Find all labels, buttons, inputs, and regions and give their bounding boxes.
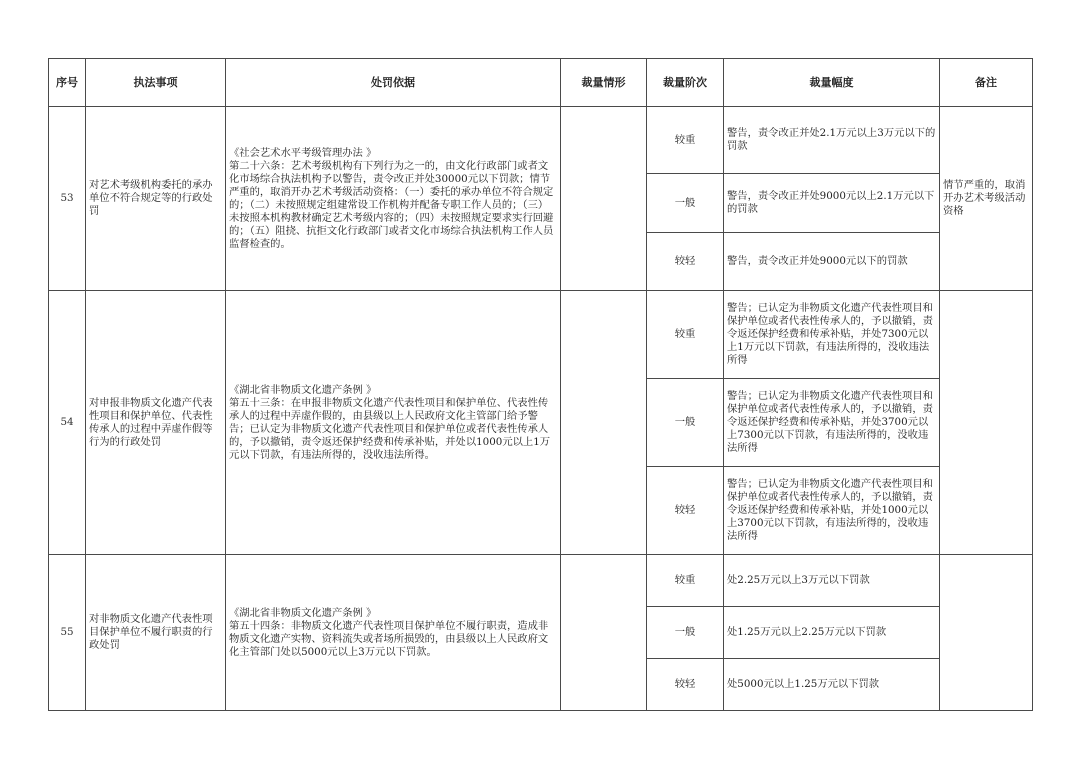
item-cell: 对非物质文化遗产代表性项目保护单位不履行职责的行政处罚 xyxy=(86,555,226,711)
header-row xyxy=(49,59,1033,107)
basis-title: 《湖北省非物质文化遗产条例 》 xyxy=(229,383,377,396)
situation-cell xyxy=(561,107,647,291)
header-range: 裁量幅度 xyxy=(724,59,940,107)
table-row xyxy=(49,107,1033,174)
level-cell: 一般 xyxy=(647,379,724,467)
note-cell: 情节严重的，取消开办艺术考级活动资格 xyxy=(940,107,1033,291)
range-cell: 警告；已认定为非物质文化遗产代表性项目和保护单位或者代表性传承人的，予以撤销，责令返还保护经费和传承补贴，并处3700元以上7300元以下罚款，有违法所得的，没收违法所得 xyxy=(724,379,940,467)
seq-cell: 55 xyxy=(49,555,86,711)
level-cell: 较轻 xyxy=(647,659,724,711)
item-cell: 对申报非物质文化遗产代表性项目和保护单位、代表性传承人的过程中弄虚作假等行为的行政处罚 xyxy=(86,291,226,555)
seq-cell: 54 xyxy=(49,291,86,555)
seq-cell: 53 xyxy=(49,107,86,291)
situation-cell xyxy=(561,555,647,711)
penalty-table xyxy=(48,58,1033,711)
range-cell: 处2.25万元以上3万元以下罚款 xyxy=(724,555,940,607)
header-level: 裁量阶次 xyxy=(647,59,724,107)
table-row xyxy=(49,555,1033,607)
level-cell: 较重 xyxy=(647,555,724,607)
basis-title: 《湖北省非物质文化遗产条例 》 xyxy=(229,606,377,619)
note-cell xyxy=(940,291,1033,555)
note-cell xyxy=(940,555,1033,711)
range-cell: 警告；已认定为非物质文化遗产代表性项目和保护单位或者代表性传承人的，予以撤销，责令返还保护经费和传承补贴，并处1000元以上3700元以下罚款，有违法所得的，没收违法所得 xyxy=(724,467,940,555)
header-note: 备注 xyxy=(940,59,1033,107)
basis-text: 第五十三条：在申报非物质文化遗产代表性项目和保护单位、代表性传承人的过程中弄虚作假的，由县级以上人民政府文化主管部门给予警告；已认定为非物质文化遗产代表性项目和保护单位或者代表性传承人的，予以撤销，责令返还保护经费和传承补贴，并处以1000元以上1万元以下罚款，有违法所得的，没收违法所得。 xyxy=(229,396,551,461)
level-cell: 较轻 xyxy=(647,233,724,291)
range-cell: 警告，责令改正并处2.1万元以上3万元以下的罚款 xyxy=(724,107,940,174)
situation-cell xyxy=(561,291,647,555)
header-basis: 处罚依据 xyxy=(226,59,561,107)
level-cell: 较轻 xyxy=(647,467,724,555)
header-item: 执法事项 xyxy=(86,59,226,107)
level-cell: 一般 xyxy=(647,607,724,659)
range-cell: 处1.25万元以上2.25万元以下罚款 xyxy=(724,607,940,659)
level-cell: 较重 xyxy=(647,107,724,174)
range-cell: 警告，责令改正并处9000元以上2.1万元以下的罚款 xyxy=(724,174,940,233)
level-cell: 较重 xyxy=(647,291,724,379)
basis-title: 《社会艺术水平考级管理办法 》 xyxy=(229,146,377,159)
range-cell: 警告；已认定为非物质文化遗产代表性项目和保护单位或者代表性传承人的，予以撤销，责令返还保护经费和传承补贴，并处7300元以上1万元以下罚款，有违法所得的，没收违法所得 xyxy=(724,291,940,379)
table-row xyxy=(49,291,1033,379)
header-seq: 序号 xyxy=(49,59,86,107)
basis-cell xyxy=(226,555,561,711)
range-cell: 警告，责令改正并处9000元以下的罚款 xyxy=(724,233,940,291)
range-cell: 处5000元以上1.25万元以下罚款 xyxy=(724,659,940,711)
basis-text: 第二十六条：艺术考级机构有下列行为之一的，由文化行政部门或者文化市场综合执法机构予以警告，责令改正并处30000元以下罚款；情节严重的，取消开办艺术考级活动资格：（一）委托的承办单位不符合规定的；（二）未按照规定组建常设工作机构并配备专职工作人员的；（三）未按照本机构教材确定艺术考级内容的；（四）未按照规定要求实行回避的；（五）阻挠、抗拒文化行政部门或者文化市场综合执法机构工作人员监督检查的。 xyxy=(229,159,554,250)
basis-text: 第五十四条：非物质文化遗产代表性项目保护单位不履行职责，造成非物质文化遗产实物、资料流失或者场所损毁的，由县级以上人民政府文化主管部门处以5000元以上3万元以下罚款。 xyxy=(229,619,549,658)
level-cell: 一般 xyxy=(647,174,724,233)
basis-cell xyxy=(226,291,561,555)
basis-cell xyxy=(226,107,561,291)
item-cell: 对艺术考级机构委托的承办单位不符合规定等的行政处罚 xyxy=(86,107,226,291)
header-situation: 裁量情形 xyxy=(561,59,647,107)
